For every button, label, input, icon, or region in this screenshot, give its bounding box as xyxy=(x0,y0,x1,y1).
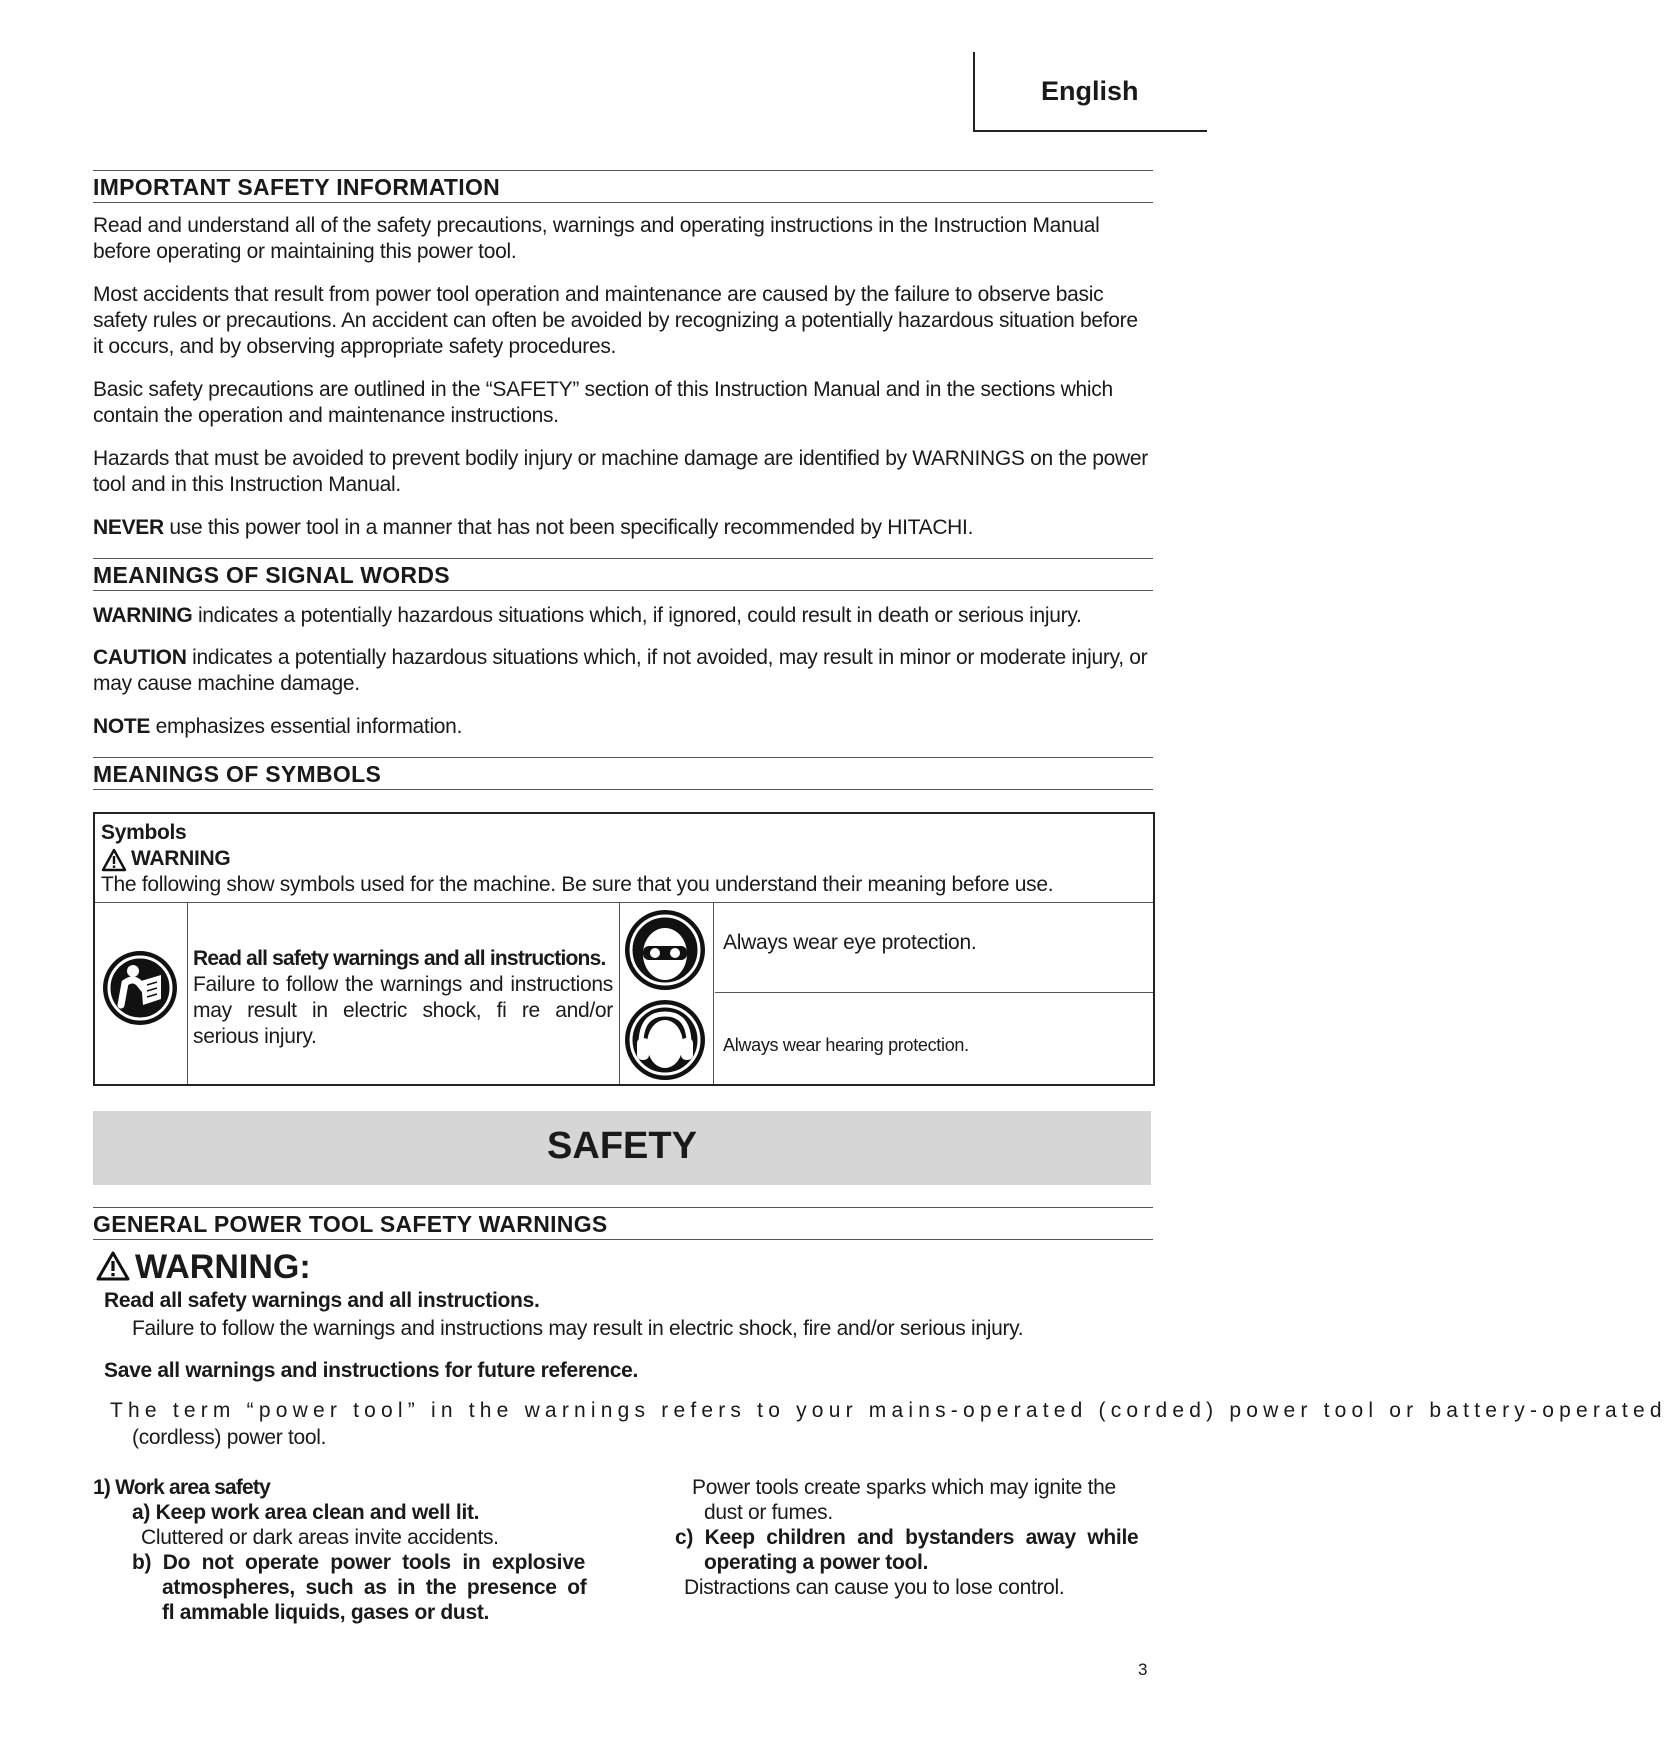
paragraph: Read and understand all of the safety precautions, warnings and operating instructions in the Instruction Manual before operating or maintaining this power tool. xyxy=(93,214,1100,263)
warning-label: WARNING xyxy=(131,847,231,870)
paragraph xyxy=(93,645,1153,697)
language-label: English xyxy=(1041,76,1139,106)
bold-keyword: WARNING xyxy=(93,604,193,627)
item-b-text: dust or fumes. xyxy=(704,1501,833,1524)
item-a-text: Cluttered or dark areas invite accidents. xyxy=(141,1526,499,1549)
item-b-title: fl ammable liquids, gases or dust. xyxy=(162,1601,490,1624)
paragraph: Basic safety precautions are outlined in the “SAFETY” section of this Instruction Manual and in the sections which contain the operation and maintenance instructions. xyxy=(93,378,1113,427)
section-signal-words xyxy=(93,558,1153,591)
section-heading: MEANINGS OF SYMBOLS xyxy=(93,761,382,787)
paragraph: Most accidents that result from power tool operation and maintenance are caused by the failure to observe basic safety rules or precautions. An accident can often be avoided by recognizing a potentially hazardous situation before it occurs, and by observing appropriate safety procedures. xyxy=(93,283,1138,358)
symbols-intro: The following show symbols used for the machine. Be sure that you understand their meaning before use. xyxy=(101,873,1054,896)
section-general-warnings xyxy=(93,1207,1153,1240)
divider xyxy=(715,992,1153,993)
divider xyxy=(619,902,620,1084)
divider xyxy=(95,902,1153,903)
paragraph: Hazards that must be avoided to prevent bodily injury or machine damage are identified by WARNINGS on the power tool and in this Instruction Manual. xyxy=(93,447,1148,496)
hearing-protection-icon xyxy=(625,1000,705,1080)
failure-text: Failure to follow the warnings and instructions may result in electric shock, fire and/or serious injury. xyxy=(132,1317,1024,1340)
read-all-instruction: Read all safety warnings and all instructions. xyxy=(104,1289,540,1312)
warning-heading: WARNING: xyxy=(135,1248,311,1286)
section-heading: GENERAL POWER TOOL SAFETY WARNINGS xyxy=(93,1211,608,1237)
page-number: 3 xyxy=(1138,1660,1148,1679)
save-instruction: Save all warnings and instructions for future reference. xyxy=(104,1359,639,1382)
item-a-title: a) Keep work area clean and well lit. xyxy=(132,1501,480,1524)
item-c-title: operating a power tool. xyxy=(704,1551,929,1574)
work-area-title: 1) Work area safety xyxy=(93,1476,271,1499)
eye-protection-icon xyxy=(625,910,705,990)
hearing-protection-label: Always wear hearing protection. xyxy=(723,1035,969,1055)
read-all-text: Failure to follow the warnings and instructions may result in electric shock, fi re and/or serious injury. xyxy=(193,973,613,1048)
read-manual-icon xyxy=(103,951,177,1025)
section-heading: IMPORTANT SAFETY INFORMATION xyxy=(93,174,501,200)
read-all-bold: Read all safety warnings and all instructions. xyxy=(193,947,606,970)
bold-keyword: NEVER xyxy=(93,516,164,539)
item-c-title: c) Keep children and bystanders away while xyxy=(675,1526,1139,1549)
bold-keyword: NOTE xyxy=(93,715,151,738)
safety-banner xyxy=(93,1111,1151,1185)
power-tool-term-cont: (cordless) power tool. xyxy=(132,1426,327,1449)
section-symbols xyxy=(93,757,1153,790)
divider xyxy=(187,902,188,1084)
section-important-safety xyxy=(93,170,1153,203)
text: use this power tool in a manner that has not been specifically recommended by HITACHI. xyxy=(163,516,974,539)
section-heading: MEANINGS OF SIGNAL WORDS xyxy=(93,562,450,588)
text: emphasizes essential information. xyxy=(150,715,463,738)
symbols-title: Symbols xyxy=(101,821,187,844)
warning-triangle-icon xyxy=(101,848,127,872)
power-tool-term: The term “power tool” in the warnings refers to your mains-operated (corded) power tool or battery-operated xyxy=(110,1399,1667,1422)
warning-triangle-icon xyxy=(96,1251,130,1281)
item-c-text: Distractions can cause you to lose control. xyxy=(684,1576,1065,1599)
symbols-table xyxy=(93,812,1155,1086)
paragraph xyxy=(93,714,1153,740)
eye-protection-label: Always wear eye protection. xyxy=(723,931,977,954)
item-b-text: Power tools create sparks which may ignite the xyxy=(692,1476,1116,1499)
item-b-title: atmospheres, such as in the presence of xyxy=(162,1576,587,1599)
divider xyxy=(713,902,714,1084)
paragraph xyxy=(93,603,1153,629)
item-b-title: b) Do not operate power tools in explosive xyxy=(132,1551,585,1574)
bold-keyword: CAUTION xyxy=(93,646,187,669)
paragraph xyxy=(93,515,1153,541)
language-tab xyxy=(973,52,1207,132)
text: indicates a potentially hazardous situations which, if not avoided, may result in minor or moderate injury, or may cause machine damage. xyxy=(93,646,1148,695)
safety-title: SAFETY xyxy=(547,1125,697,1167)
text: indicates a potentially hazardous situations which, if ignored, could result in death or serious injury. xyxy=(192,604,1082,627)
